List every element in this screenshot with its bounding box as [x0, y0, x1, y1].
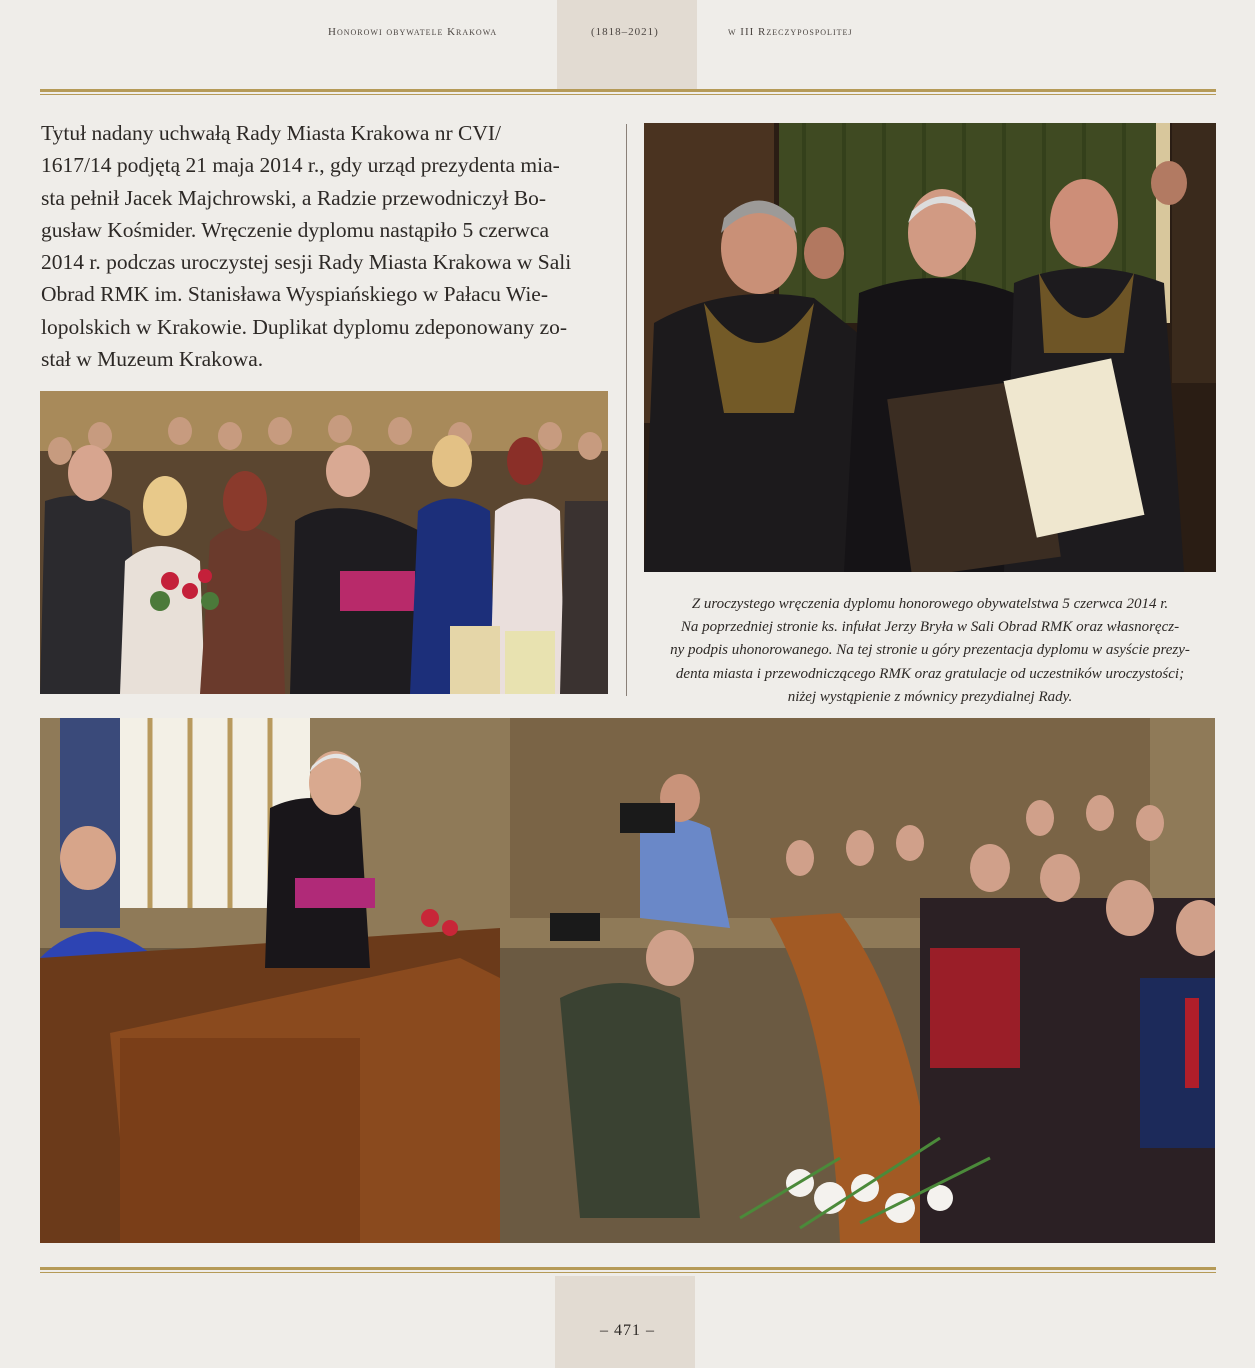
intro-line: gusław Kośmider. Wręczenie dyplomu nastąpiło 5 czerwca	[41, 217, 550, 242]
intro-line: 1617/14 podjętą 21 maja 2014 r., gdy urząd prezydenta mia-	[41, 153, 560, 178]
intro-line: lopolskich w Krakowie. Duplikat dyplomu zdeponowany zo-	[41, 314, 568, 339]
bottom-gold-rule	[40, 1267, 1216, 1273]
column-divider	[626, 124, 627, 696]
caption-line: denta miasta i przewodniczącego RMK oraz gratulacje od uczestników uroczystości;	[675, 665, 1185, 682]
header-book-title: Honorowi obywatele Krakowa	[328, 26, 498, 38]
photo-caption	[640, 593, 1220, 709]
intro-paragraph	[41, 117, 609, 375]
intro-line: Obrad RMK im. Stanisława Wyspiańskiego w Pałacu Wie-	[41, 282, 548, 307]
page-number: – 471 –	[600, 1322, 655, 1339]
top-gold-rule	[40, 89, 1216, 95]
intro-line: sta pełnił Jacek Majchrowski, a Radzie przewodniczył Bo-	[41, 185, 547, 210]
header-section: w III Rzeczypospolitej	[728, 26, 853, 38]
caption-line: niżej wystąpienie z mównicy prezydialnej Rady.	[787, 688, 1073, 705]
running-header	[0, 26, 1255, 48]
caption-line: Z uroczystego wręczenia dyplomu honorowego obywatelstwa 5 czerwca 2014 r.	[691, 596, 1169, 612]
header-years: (1818–2021)	[591, 26, 659, 38]
congratulations-crowd-photo	[40, 391, 608, 694]
diploma-presentation-photo	[644, 123, 1216, 572]
caption-line: ny podpis uhonorowanego. Na tej stronie u góry prezentacja dyplomu w asyście prezy-	[670, 642, 1190, 659]
caption-line: Na poprzedniej stronie ks. infułat Jerzy Bryła w Sali Obrad RMK oraz własnoręcz-	[680, 619, 1180, 636]
intro-line: stał w Muzeum Krakowa.	[41, 347, 264, 372]
intro-line: 2014 r. podczas uroczystej sesji Rady Miasta Krakowa w Sali	[41, 250, 572, 275]
council-hall-speech-photo	[40, 718, 1215, 1243]
intro-line: Tytuł nadany uchwałą Rady Miasta Krakowa nr CVI/	[41, 121, 502, 145]
